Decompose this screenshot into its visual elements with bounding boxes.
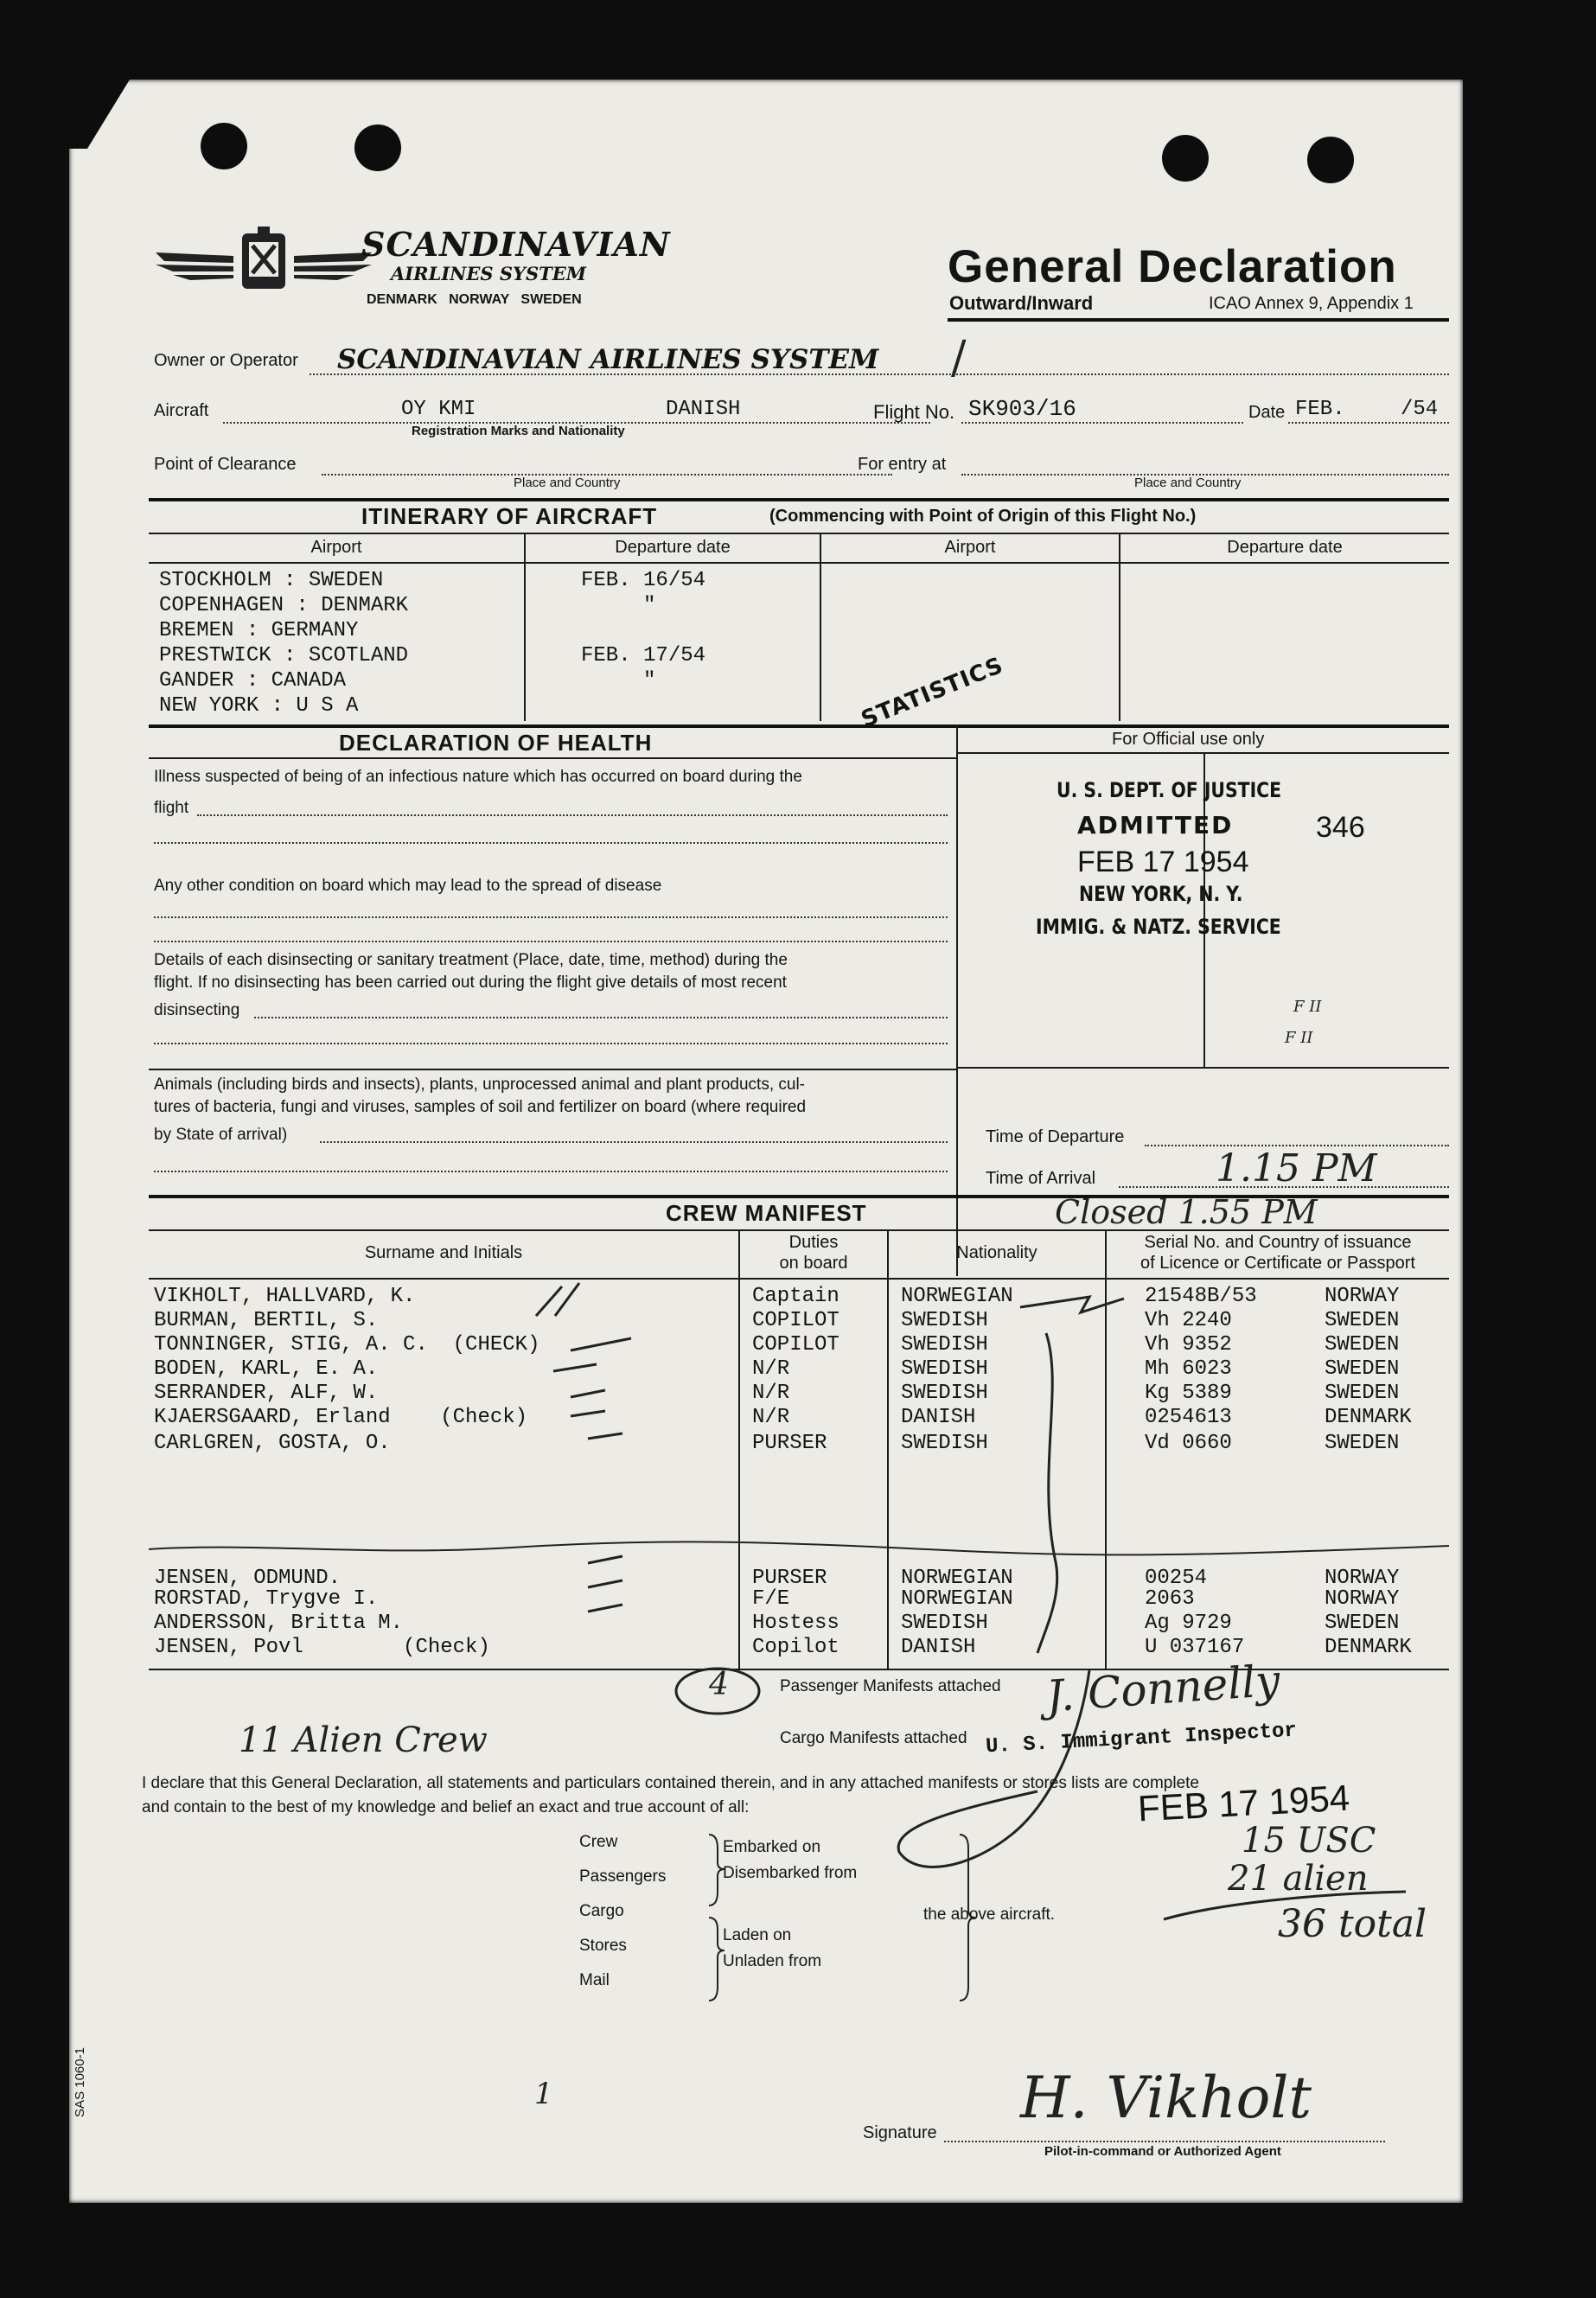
crew-duty: Captain (752, 1285, 839, 1308)
inspector-label: U. S. Immigrant Inspector (985, 1719, 1298, 1759)
tally-total: 36 total (1278, 1902, 1427, 1946)
crew-name: ANDERSSON, Britta M. (154, 1612, 404, 1635)
declaration-item: Stores (579, 1937, 627, 1955)
official-note: F II (1293, 998, 1322, 1016)
owner-label: Owner or Operator (154, 351, 298, 370)
health-q3: Details of each disinsecting or sanitary treatment (Place, date, time, method) during the (154, 951, 788, 969)
itinerary-dates (581, 569, 705, 719)
crew-col-name: Surname and Initials (364, 1243, 523, 1262)
itinerary-airport: GANDER : CANADA (159, 669, 347, 693)
declaration-item: Crew (579, 1833, 618, 1851)
admitted-stamp-line4: NEW YORK, N. Y. (1079, 882, 1243, 906)
crew-nationality: NORWEGIAN (901, 1587, 1013, 1611)
date-value: FEB. (1295, 398, 1345, 421)
aircraft-caption: Registration Marks and Nationality (412, 424, 625, 438)
crew-serial: Vh 9352 (1145, 1333, 1232, 1356)
aircraft-registration: OY KMI (401, 398, 476, 421)
declaration-text-cont: and contain to the best of my knowledge and belief an exact and true account of all: (142, 1798, 750, 1816)
crew-nationality: NORWEGIAN (901, 1567, 1013, 1590)
crew-name: RORSTAD, Trygve I. (154, 1587, 379, 1611)
admitted-stamp-line5: IMMIG. & NATZ. SERVICE (1036, 915, 1281, 939)
crew-serial: Kg 5389 (1145, 1382, 1232, 1405)
tally-underline (1155, 1876, 1414, 1928)
health-title: DECLARATION OF HEALTH (339, 730, 653, 756)
health-q4-end: by State of arrival) (154, 1126, 288, 1144)
signature-caption: Pilot-in-command or Authorized Agent (1044, 2144, 1281, 2159)
itinerary-date (581, 619, 705, 644)
clearance-label: Point of Clearance (154, 455, 297, 474)
crew-nationality: SWEDISH (901, 1309, 988, 1332)
crew-duty: Hostess (752, 1612, 839, 1635)
flight-no-value: SK903/16 (968, 396, 1076, 422)
crew-name: SERRANDER, ALF, W. (154, 1382, 379, 1405)
clearance-caption: Place and Country (514, 476, 621, 490)
laden-label: Laden on (723, 1926, 792, 1944)
flight-no-label: Flight No. (873, 401, 955, 423)
itinerary-airport: COPENHAGEN : DENMARK (159, 594, 409, 617)
itinerary-airport: STOCKHOLM : SWEDEN (159, 569, 384, 592)
crew-name: CARLGREN, GOSTA, O. (154, 1432, 391, 1455)
closed-time: Closed 1.55 PM (1055, 1193, 1318, 1231)
crew-country: SWEDEN (1325, 1333, 1400, 1356)
brand-name: SCANDINAVIAN (361, 225, 671, 264)
crew-country: NORWAY (1325, 1285, 1400, 1308)
above-aircraft-label: the above aircraft. (923, 1905, 1056, 1924)
crew-name: BURMAN, BERTIL, S. (154, 1309, 379, 1332)
crew-country: SWEDEN (1325, 1612, 1400, 1635)
margin-mark: 1 (534, 2077, 553, 2111)
itinerary-date (581, 694, 705, 719)
crew-serial: 2063 (1145, 1587, 1195, 1611)
crew-col-serial-2: of Licence or Certificate or Passport (1140, 1254, 1415, 1273)
crew-nationality: DANISH (901, 1406, 976, 1429)
form-code: SAS 1060-1 (72, 2047, 87, 2117)
date-year: /54 (1401, 398, 1439, 421)
health-q3-end: disinsecting (154, 1001, 240, 1019)
crew-duty: COPILOT (752, 1309, 839, 1332)
crew-check-marks (484, 1281, 657, 1644)
health-q1: Illness suspected of being of an infectious nature which has occurred on board during the (154, 768, 802, 786)
crew-duty: N/R (752, 1406, 790, 1429)
admitted-stamp-line2: ADMITTED (1077, 811, 1234, 839)
pilot-signature: H. Vikholt (1020, 2065, 1312, 2131)
declaration-item: Passengers (579, 1867, 667, 1886)
crew-serial: Mh 6023 (1145, 1357, 1232, 1381)
crew-duty: N/R (752, 1382, 790, 1405)
crew-country: SWEDEN (1325, 1357, 1400, 1381)
crew-duty: PURSER (752, 1432, 827, 1455)
aircraft-nationality: DANISH (666, 398, 741, 421)
crew-serial: Ag 9729 (1145, 1612, 1232, 1635)
crew-serial: Vd 0660 (1145, 1432, 1232, 1455)
itinerary-title: ITINERARY OF AIRCRAFT (361, 503, 658, 529)
punch-hole (201, 123, 247, 169)
itinerary-date: FEB. 16/54 (581, 569, 706, 592)
crew-nationality: DANISH (901, 1636, 976, 1659)
passenger-manifests-label: Passenger Manifests attached (780, 1677, 1001, 1695)
crew-nationality: SWEDISH (901, 1333, 988, 1356)
health-q4-cont: tures of bacteria, fungi and viruses, samples of soil and fertilizer on board (where required (154, 1098, 807, 1116)
crew-country: NORWAY (1325, 1587, 1400, 1611)
inspector-signature: J. Connelly (1044, 1655, 1282, 1722)
declaration-item: Mail (579, 1971, 610, 1989)
signature-label: Signature (863, 2123, 937, 2142)
brand-subname: AIRLINES SYSTEM (391, 263, 587, 284)
crew-nationality: NORWEGIAN (901, 1285, 1013, 1308)
declaration-item: Cargo (579, 1902, 624, 1920)
crew-duty: Copilot (752, 1636, 839, 1659)
itinerary-date: " (643, 669, 656, 693)
crew-col-nationality: Nationality (956, 1243, 1037, 1262)
itinerary-airport: BREMEN : GERMANY (159, 619, 359, 642)
form-title: General Declaration (948, 241, 1397, 292)
itinerary-date: FEB. 17/54 (581, 644, 706, 667)
crew-serial: 00254 (1145, 1567, 1208, 1590)
crew-serial: 0254613 (1145, 1406, 1232, 1429)
crew-duty: N/R (752, 1357, 790, 1381)
crew-country: SWEDEN (1325, 1432, 1400, 1455)
declaration-form: SCANDINAVIAN AIRLINES SYSTEM DENMARK NORWAY SWEDEN General Declaration Outward/Inward ICAO Annex 9, Appendix 1 Owner or Operator SCANDINAVIAN AIRLINES SYSTEM / Aircraft OY KMI DANISH Registration Marks and Nationality Flight No. SK903/16 Date FEB. /54 Point of Clearance Place and Country For entry at Place and Country ITINERARY OF AIRCRAFT (Commencing with Point of Origin of this Flight No.) Airport Departure date Airport Departure date STOCKHOLM : SWEDEN COPENHAGEN : DENMARK BREMEN : GERMANY PRESTWICK : SCOTLAND GANDER : CANADA NEW YORK : U S A FEB. 16/54 " FEB. 17/54 " STATISTICS DECLARATION OF HEALTH For Official use only Illness suspected of being of an infectious nature which has occurred on board during the flight Any other condition on board which may lead to the spread of disease Details of each disinsecting or sanitary treatment (Place, date, time, method) during the flight. If no disinsecting has been carried out during the flight give details of most recent disinsecting Animals (including birds and insects), plants, unprocessed animal and plant products, cul- tures of bacteria, fungi and viruses, samples of soil and fertilizer on board (where required by State of arrival) U. S. DEPT. OF JUSTICE ADMITTED FEB 17 1954 NEW YORK, N. Y. IMMIG. & NATZ. SERVICE 346 F II F II Time of Departure Time of Arrival 1.15 PM CREW MANIFEST Closed 1.55 PM Surname and Initials Duties on board Nationality Serial No. and Country of issuance of Licence or Certificate or Passport VIKHOLT, HALLVARD, K. Captain NORWEGIAN 21548B/53 NORWAY BURMAN, BERTIL, S. COPILOT SWEDISH Vh 2240 SWEDEN TONNINGER, STIG, A. C. (CHECK) COPILOT SWEDISH Vh 9352 SWEDEN BODEN, KARL, E. A. N/R SWEDISH Mh 6023 SWEDEN SERRANDER, ALF, W. N/R SWEDISH Kg 5389 SWEDEN KJAERSGAARD, Erland (Check) N/R DANISH 0254613 DENMARK CARLGREN, GOSTA, O. PURSER SWEDISH Vd 0660 SWEDEN JENSEN, ODMUND. PURSER NORWEGIAN 00254 NORWAY RORSTAD, Trygve I. F/E NORWEGIAN 2063 NORWAY ANDERSSON, Britta M. Hostess SWEDISH Ag 9729 SWEDEN JENSEN, Povl (Check) Copilot DANISH U 037167 DENMARK 4 Passenger Manifests attached Cargo Manifests attached 11 Alien Crew J. Connelly U. S. Immigrant Inspector I declare that this General Declaration, all statements and particulars contained therein, and in any attached manifests or stores lists are complete and contain to the best of my knowledge and belief an exact and true account of all: Crew Passengers Cargo Stores Mail Embarked on Disembarked from Laden on Unladen from the above aircraft. FEB 17 1954 15 USC 21 alien 36 total 1 Signature H. Vikholt Pilot-in-command or Authorized Agent SAS 1060-1 (69, 80, 1463, 2203)
crew-country: SWEDEN (1325, 1382, 1400, 1405)
owner-value: SCANDINAVIAN AIRLINES SYSTEM (337, 344, 879, 375)
crew-title: CREW MANIFEST (666, 1200, 867, 1226)
crew-name: JENSEN, Povl (Check) (154, 1636, 490, 1659)
itinerary-airport: NEW YORK : U S A (159, 694, 359, 718)
entry-caption: Place and Country (1134, 476, 1242, 490)
crew-nationality: SWEDISH (901, 1612, 988, 1635)
sas-logo-icon (156, 227, 372, 296)
itinerary-note: (Commencing with Point of Origin of this Flight No.) (769, 507, 1197, 526)
crew-nationality: SWEDISH (901, 1432, 988, 1455)
crew-col-serial: Serial No. and Country of issuance (1144, 1233, 1412, 1252)
crew-duty: COPILOT (752, 1333, 839, 1356)
form-reference: ICAO Annex 9, Appendix 1 (1209, 294, 1414, 313)
admitted-stamp-line1: U. S. DEPT. OF JUSTICE (1057, 778, 1282, 802)
tally-usc: 15 USC (1242, 1821, 1376, 1861)
health-q2: Any other condition on board which may lead to the spread of disease (154, 877, 662, 895)
statistics-stamp: STATISTICS (858, 652, 1007, 733)
health-q1-cont: flight (154, 799, 189, 817)
health-q3-cont: flight. If no disinsecting has been carried out during the flight give details of most recent (154, 973, 787, 992)
departure-time-label: Time of Departure (986, 1127, 1125, 1146)
crew-country: SWEDEN (1325, 1309, 1400, 1332)
crew-name: KJAERSGAARD, Erland (Check) (154, 1406, 528, 1429)
crew-duty: PURSER (752, 1567, 827, 1590)
itin-col-airport: Airport (310, 538, 362, 557)
punch-hole (354, 124, 401, 171)
crew-serial: Vh 2240 (1145, 1309, 1232, 1332)
embarked-label: Embarked on (723, 1838, 821, 1856)
official-note: F II (1285, 1029, 1313, 1047)
date-label: Date (1248, 403, 1286, 422)
itinerary-airports (159, 569, 408, 719)
crew-col-duties: Duties (788, 1233, 839, 1252)
punch-hole (1307, 137, 1354, 183)
crew-nationality: SWEDISH (901, 1382, 988, 1405)
admitted-stamp-number: 346 (1316, 811, 1365, 844)
brand-countries: DENMARK NORWAY SWEDEN (367, 292, 582, 307)
entry-label: For entry at (858, 455, 947, 474)
punch-hole (1162, 135, 1209, 182)
crew-name: JENSEN, ODMUND. (154, 1567, 342, 1590)
crew-duty: F/E (752, 1587, 790, 1611)
crew-bracket-mark (986, 1281, 1141, 1662)
aircraft-label: Aircraft (154, 401, 209, 420)
cargo-manifests-label: Cargo Manifests attached (780, 1729, 967, 1747)
inspection-date-stamp: FEB 17 1954 (1136, 1777, 1351, 1829)
crew-col-duties-2: on board (779, 1254, 848, 1273)
health-q4: Animals (including birds and insects), plants, unprocessed animal and plant products, cul- (154, 1076, 806, 1094)
crew-country: DENMARK (1325, 1636, 1412, 1659)
crew-name: VIKHOLT, HALLVARD, K. (154, 1285, 416, 1308)
form-subtitle: Outward/Inward (949, 292, 1094, 314)
crew-serial: U 037167 (1145, 1636, 1245, 1659)
crew-separator-line (149, 1537, 1449, 1563)
passenger-count: 4 (709, 1667, 729, 1702)
admitted-stamp-date: FEB 17 1954 (1077, 846, 1249, 878)
disembarked-label: Disembarked from (723, 1864, 858, 1882)
itin-col-departure: Departure date (615, 538, 731, 557)
unladen-label: Unladen from (723, 1952, 822, 1970)
official-title: For Official use only (1112, 730, 1265, 749)
itinerary-date: " (643, 594, 656, 617)
itin-col-departure-2: Departure date (1227, 538, 1343, 557)
crew-country: DENMARK (1325, 1406, 1412, 1429)
alien-crew-note: 11 Alien Crew (239, 1720, 488, 1760)
arrival-time-label: Time of Arrival (986, 1169, 1096, 1188)
itin-col-airport-2: Airport (944, 538, 996, 557)
declaration-text: I declare that this General Declaration, all statements and particulars contained therein, and in any attached manifests or stores lists are complete (142, 1774, 1199, 1792)
crew-nationality: SWEDISH (901, 1357, 988, 1381)
crew-country: NORWAY (1325, 1567, 1400, 1590)
itinerary-airport: PRESTWICK : SCOTLAND (159, 644, 409, 667)
crew-serial: 21548B/53 (1145, 1285, 1257, 1308)
arrival-time-value: 1.15 PM (1216, 1146, 1377, 1190)
torn-corner (69, 80, 130, 149)
crew-name: TONNINGER, STIG, A. C. (CHECK) (154, 1333, 540, 1356)
declaration-items (579, 1833, 666, 2006)
crew-name: BODEN, KARL, E. A. (154, 1357, 379, 1381)
tally-alien: 21 alien (1228, 1859, 1369, 1899)
